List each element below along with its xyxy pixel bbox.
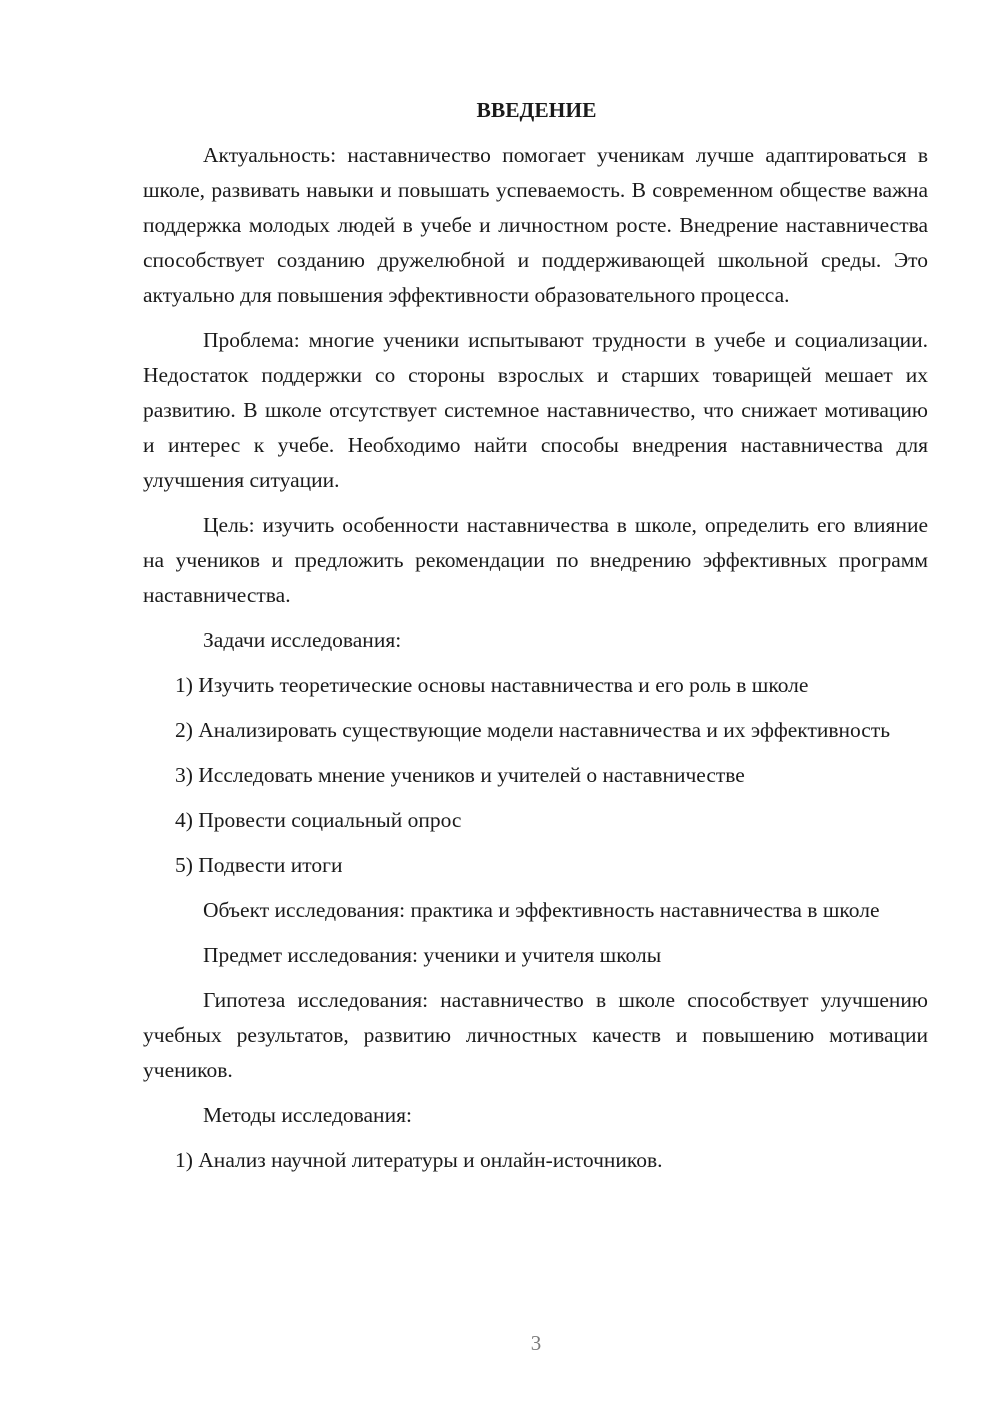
task-item: 5) Подвести итоги — [175, 853, 343, 877]
goal-paragraph: Цель: изучить особенности наставничества в школе, определить его влияние на учеников и предложить рекомендации по внедрению эффективных программ наставничества. — [143, 513, 928, 607]
object-paragraph: Объект исследования: практика и эффективность наставничества в школе — [203, 898, 880, 922]
task-item: 4) Провести социальный опрос — [175, 808, 462, 832]
relevance-paragraph: Актуальность: наставничество помогает ученикам лучше адаптироваться в школе, развивать навыки и повышать успеваемость. В современном обществе важна поддержка молодых людей в учебе и личностном росте. Внедрение наставничества способствует созданию дружелюбной и поддерживающей школьной среды. Это актуально для повышения эффективности образовательного процесса. — [143, 143, 928, 307]
section-title: ВВЕДЕНИЕ — [476, 98, 597, 122]
subject-paragraph: Предмет исследования: ученики и учителя школы — [203, 943, 662, 967]
page-content — [143, 93, 928, 1188]
hypothesis-paragraph: Гипотеза исследования: наставничество в школе способствует улучшению учебных результатов, развитию личностных качеств и повышению мотивации учеников. — [143, 988, 928, 1082]
tasks-label: Задачи исследования: — [203, 628, 402, 652]
task-item: 3) Исследовать мнение учеников и учителей о наставничестве — [175, 763, 745, 787]
problem-paragraph: Проблема: многие ученики испытывают трудности в учебе и социализации. Недостаток поддержки со стороны взрослых и старших товарищей мешает их развитию. В школе отсутствует системное наставничество, что снижает мотивацию и интерес к учебе. Необходимо найти способы внедрения наставничества для улучшения ситуации. — [143, 328, 928, 492]
task-item: 1) Изучить теоретические основы наставничества и его роль в школе — [175, 673, 809, 697]
task-item: 2) Анализировать существующие модели наставничества и их эффективность — [175, 718, 891, 742]
methods-label: Методы исследования: — [203, 1103, 412, 1127]
page-number: 3 — [530, 1331, 542, 1355]
method-item: 1) Анализ научной литературы и онлайн-источников. — [175, 1148, 663, 1172]
